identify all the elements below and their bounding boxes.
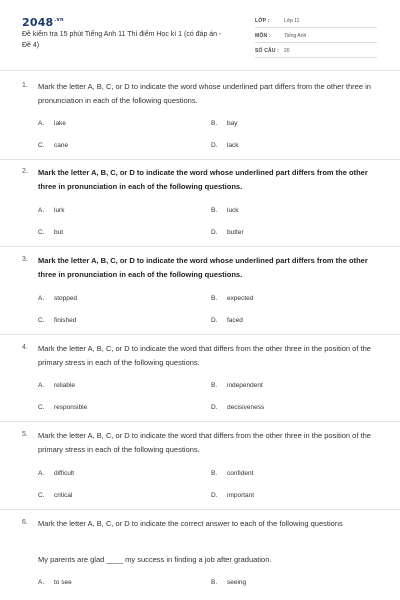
question-number: 6. bbox=[22, 519, 28, 526]
option-a[interactable] bbox=[38, 382, 75, 389]
option-text: lack bbox=[227, 142, 239, 149]
option-letter: B. bbox=[211, 579, 218, 586]
option-a[interactable] bbox=[38, 120, 66, 127]
option-letter: B. bbox=[211, 295, 218, 302]
option-d[interactable] bbox=[211, 229, 244, 236]
question-number: 3. bbox=[22, 256, 28, 263]
option-text: faced bbox=[227, 317, 243, 324]
meta-class-key: LỚP : bbox=[255, 18, 270, 24]
question-sentence: My parents are glad ____ my success in finding a job after graduation. bbox=[38, 555, 272, 564]
option-d[interactable] bbox=[211, 142, 239, 149]
option-text: responsible bbox=[54, 404, 88, 411]
question-text: Mark the letter A, B, C, or D to indicate the word whose underlined part differs from the other three in pronunciation in each of the following questions. bbox=[38, 256, 368, 279]
question-separator bbox=[0, 246, 400, 247]
option-b[interactable] bbox=[211, 295, 253, 302]
option-text: luck bbox=[227, 207, 239, 214]
option-letter: A. bbox=[38, 470, 45, 477]
question-separator bbox=[0, 334, 400, 335]
option-c[interactable] bbox=[38, 404, 87, 411]
option-letter: D. bbox=[211, 492, 218, 499]
option-b[interactable] bbox=[211, 382, 263, 389]
option-b[interactable] bbox=[211, 579, 246, 586]
option-text: decisiveness bbox=[227, 404, 265, 411]
site-logo[interactable] bbox=[22, 16, 64, 29]
option-letter: A. bbox=[38, 579, 45, 586]
meta-class-row bbox=[255, 14, 377, 28]
option-letter: A. bbox=[38, 382, 45, 389]
meta-subject-row bbox=[255, 29, 377, 43]
question-separator bbox=[0, 159, 400, 160]
logo-text: 2048 bbox=[22, 16, 54, 29]
option-text: lake bbox=[54, 120, 66, 127]
question-separator bbox=[0, 421, 400, 422]
option-letter: A. bbox=[38, 295, 45, 302]
meta-class-value: Lớp 11 bbox=[284, 18, 300, 24]
meta-count-key: SỐ CÂU : bbox=[255, 48, 280, 54]
option-text: reliable bbox=[54, 382, 75, 389]
page-header bbox=[0, 0, 400, 68]
option-letter: D. bbox=[211, 404, 218, 411]
option-text: expected bbox=[227, 295, 254, 302]
option-letter: A. bbox=[38, 120, 45, 127]
option-text: to see bbox=[54, 579, 72, 586]
option-text: seeing bbox=[227, 579, 247, 586]
option-text: bay bbox=[227, 120, 238, 127]
option-text: but bbox=[54, 229, 64, 236]
option-d[interactable] bbox=[211, 492, 254, 499]
option-text: confident bbox=[227, 470, 254, 477]
document-title: Đề kiểm tra 15 phút Tiếng Anh 11 Thí điểm Học kì 1 (có đáp án - Đề 4) bbox=[22, 31, 222, 49]
option-b[interactable] bbox=[211, 470, 253, 477]
meta-count-value: 20 bbox=[284, 48, 290, 54]
question-number: 1. bbox=[22, 82, 28, 89]
option-letter: D. bbox=[211, 229, 218, 236]
option-letter: B. bbox=[211, 382, 218, 389]
option-letter: A. bbox=[38, 207, 45, 214]
option-letter: B. bbox=[211, 470, 218, 477]
option-letter: D. bbox=[211, 317, 218, 324]
question-text: Mark the letter A, B, C, or D to indicate the word whose underlined part differs from the other three in pronunciation in each of the following questions. bbox=[38, 168, 368, 191]
option-text: cane bbox=[54, 142, 69, 149]
option-b[interactable] bbox=[211, 207, 239, 214]
option-c[interactable] bbox=[38, 142, 68, 149]
option-letter: C. bbox=[38, 142, 45, 149]
option-text: stopped bbox=[54, 295, 78, 302]
option-text: finished bbox=[54, 317, 77, 324]
option-letter: D. bbox=[211, 142, 218, 149]
option-c[interactable] bbox=[38, 492, 72, 499]
option-d[interactable] bbox=[211, 317, 243, 324]
option-text: important bbox=[227, 492, 255, 499]
option-letter: C. bbox=[38, 229, 45, 236]
question-separator bbox=[0, 509, 400, 510]
header-divider bbox=[0, 70, 400, 71]
option-a[interactable] bbox=[38, 470, 74, 477]
question-text: Mark the letter A, B, C, or D to indicate the word whose underlined part differs from the other three in pronunciation in each of the following questions. bbox=[38, 82, 371, 105]
option-text: independent bbox=[227, 382, 263, 389]
option-a[interactable] bbox=[38, 207, 64, 214]
option-letter: B. bbox=[211, 207, 218, 214]
logo-suffix: .vn bbox=[54, 17, 64, 24]
question-number: 2. bbox=[22, 168, 28, 175]
question-number: 5. bbox=[22, 431, 28, 438]
question-text: Mark the letter A, B, C, or D to indicate the word that differs from the other three in the position of the primary stress in each of the following questions. bbox=[38, 344, 371, 367]
option-text: difficult bbox=[54, 470, 75, 477]
option-a[interactable] bbox=[38, 295, 77, 302]
option-d[interactable] bbox=[211, 404, 264, 411]
option-c[interactable] bbox=[38, 317, 76, 324]
option-b[interactable] bbox=[211, 120, 237, 127]
meta-subject-key: MÔN : bbox=[255, 33, 271, 39]
question-text: Mark the letter A, B, C, or D to indicate the correct answer to each of the following questions bbox=[38, 519, 343, 528]
option-text: lurk bbox=[54, 207, 65, 214]
option-c[interactable] bbox=[38, 229, 63, 236]
question-number: 4. bbox=[22, 344, 28, 351]
option-text: butter bbox=[227, 229, 244, 236]
option-text: critical bbox=[54, 492, 73, 499]
option-letter: C. bbox=[38, 492, 45, 499]
question-text: Mark the letter A, B, C, or D to indicate the word that differs from the other three in the position of the primary stress in each of the following questions. bbox=[38, 431, 371, 454]
option-letter: C. bbox=[38, 404, 45, 411]
option-a[interactable] bbox=[38, 579, 72, 586]
meta-count-row bbox=[255, 44, 377, 58]
option-letter: B. bbox=[211, 120, 218, 127]
meta-subject-value: Tiếng Anh bbox=[284, 33, 307, 39]
option-letter: C. bbox=[38, 317, 45, 324]
